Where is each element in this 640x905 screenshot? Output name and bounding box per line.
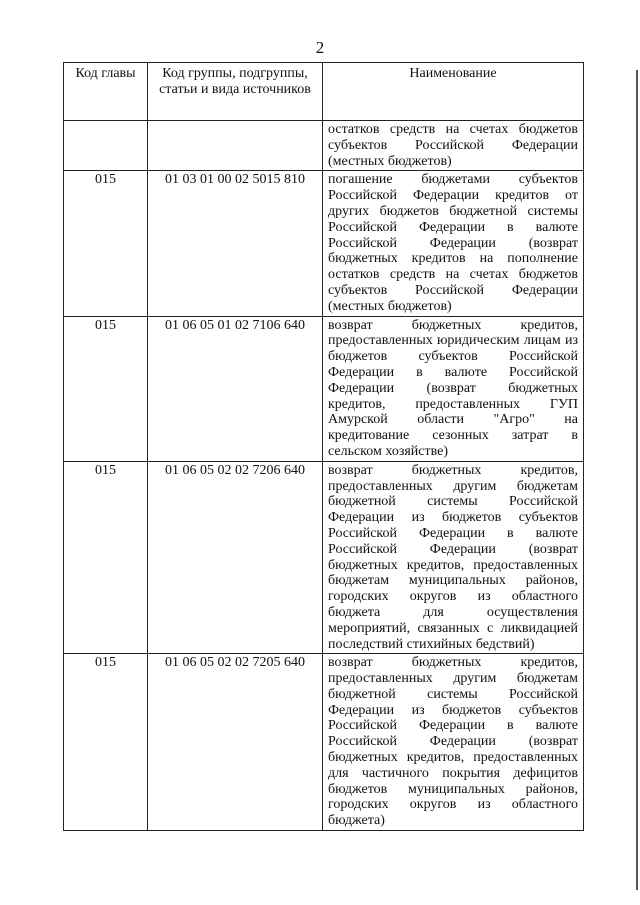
- table-row: [64, 316, 584, 461]
- name-line: Российской Федерации (возврат: [328, 734, 578, 750]
- group-code-cell: 01 06 05 01 02 7106 640: [148, 316, 323, 461]
- name-line: бюджетной системы Российской: [328, 686, 578, 702]
- name-cell: [323, 654, 584, 831]
- name-line: мероприятий, связанных с ликвидацией: [328, 620, 578, 636]
- name-line: Российской Федерации в валюте: [328, 219, 578, 235]
- name-cell: [323, 121, 584, 171]
- name-line: остатков средств на счетах бюджетов: [328, 267, 578, 283]
- name-line: Российской Федерации в валюте: [328, 718, 578, 734]
- name-line: бюджетных кредитов на пополнение: [328, 251, 578, 267]
- group-code-cell: [148, 121, 323, 171]
- chapter-code-cell: 015: [64, 316, 148, 461]
- chapter-code-cell: 015: [64, 461, 148, 654]
- group-code-cell: 01 03 01 00 02 5015 810: [148, 171, 323, 316]
- name-cell: [323, 316, 584, 461]
- name-line: бюджетных кредитов, предоставленных: [328, 557, 578, 573]
- name-line: Федерации в валюте Российской: [328, 364, 578, 380]
- name-line: Федерации из бюджетов субъектов: [328, 702, 578, 718]
- table-body: [64, 121, 584, 831]
- table-row: [64, 461, 584, 654]
- header-chapter-code: Код главы: [64, 63, 148, 121]
- name-line: Федерации (возврат бюджетных: [328, 380, 578, 396]
- name-line: возврат бюджетных кредитов,: [328, 655, 578, 671]
- chapter-code-cell: [64, 121, 148, 171]
- name-line: городских округов из областного: [328, 797, 578, 813]
- name-line: возврат бюджетных кредитов,: [328, 462, 578, 478]
- name-line: (местных бюджетов): [328, 153, 452, 169]
- name-line: кредитов, предоставленных ГУП: [328, 396, 578, 412]
- group-code-cell: 01 06 05 02 02 7205 640: [148, 654, 323, 831]
- name-line: бюджетов субъектов Российской: [328, 349, 578, 365]
- name-line: остатков средств на счетах бюджетов: [328, 122, 578, 137]
- table-row: [64, 121, 584, 171]
- name-line: Российской Федерации (возврат: [328, 541, 578, 557]
- name-line: кредитование сезонных затрат в: [328, 428, 578, 444]
- header-group-code: Код группы, подгруппы, статьи и вида источников: [148, 63, 323, 121]
- budget-sources-table: [63, 62, 584, 831]
- name-line: бюджетов муниципальных районов,: [328, 781, 578, 797]
- table-header-row: [64, 63, 584, 121]
- name-line: Федерации из бюджетов субъектов: [328, 510, 578, 526]
- scan-edge-mark: [636, 70, 638, 890]
- name-cell: [323, 461, 584, 654]
- chapter-code-cell: 015: [64, 654, 148, 831]
- name-line: предоставленных другим бюджетам: [328, 478, 578, 494]
- chapter-code-cell: 015: [64, 171, 148, 316]
- name-line: Амурской области "Агро" на: [328, 412, 578, 428]
- group-code-cell: 01 06 05 02 02 7206 640: [148, 461, 323, 654]
- name-line: городских округов из областного: [328, 589, 578, 605]
- name-line: бюджетам муниципальных районов,: [328, 573, 578, 589]
- name-line: сельском хозяйстве): [328, 443, 449, 459]
- name-line: субъектов Российской Федерации: [328, 282, 578, 298]
- name-line: бюджетной системы Российской: [328, 494, 578, 510]
- name-line: других бюджетов бюджетной системы: [328, 203, 578, 219]
- name-line: предоставленных юридическим лицам из: [328, 333, 578, 349]
- header-name: Наименование: [323, 63, 584, 121]
- name-line: предоставленных другим бюджетам: [328, 671, 578, 687]
- name-line: Российской Федерации кредитов от: [328, 188, 578, 204]
- name-line: (местных бюджетов): [328, 298, 452, 314]
- name-line: возврат бюджетных кредитов,: [328, 317, 578, 333]
- page-number: 2: [315, 38, 325, 57]
- name-line: последствий стихийных бедствий): [328, 636, 535, 652]
- name-line: бюджета): [328, 813, 385, 829]
- name-line: Российской Федерации в валюте: [328, 525, 578, 541]
- name-line: субъектов Российской Федерации: [328, 137, 578, 153]
- name-cell: [323, 171, 584, 316]
- name-line: бюджетных кредитов, предоставленных: [328, 750, 578, 766]
- name-line: для частичного покрытия дефицитов: [328, 765, 578, 781]
- table-row: [64, 171, 584, 316]
- name-line: погашение бюджетами субъектов: [328, 172, 578, 188]
- name-line: Российской Федерации (возврат: [328, 235, 578, 251]
- name-line: бюджета для осуществления: [328, 604, 578, 620]
- table-row: [64, 654, 584, 831]
